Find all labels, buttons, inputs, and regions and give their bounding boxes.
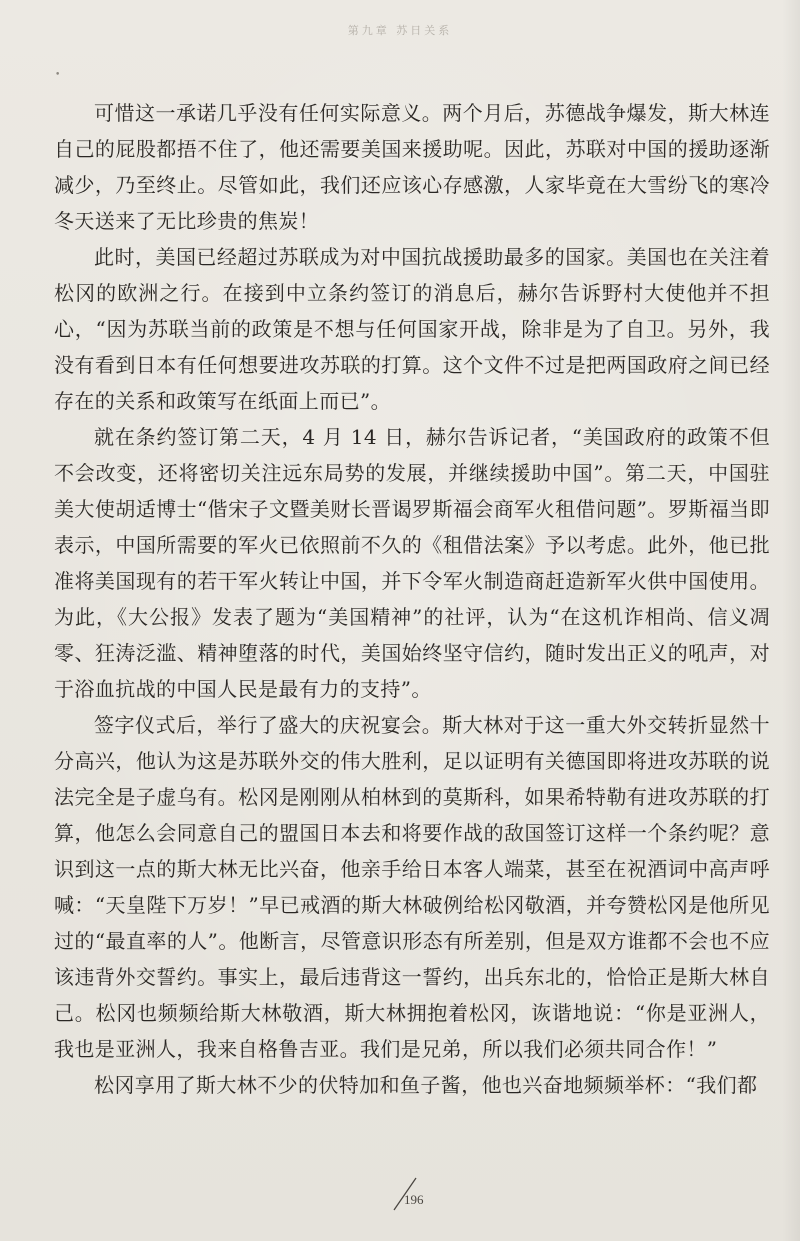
page-number: 196 <box>404 1192 424 1207</box>
page-edge-shadow <box>782 0 800 1241</box>
paragraph-4: 签字仪式后，举行了盛大的庆祝宴会。斯大林对于这一重大外交转折显然十分高兴，他认为这是苏联外交的伟大胜利，足以证明有关德国即将进攻苏联的说法完全是子虚乌有。松冈是刚刚从柏林到的莫斯科，如果希特勒有进攻苏联的打算，他怎么会同意自己的盟国日本去和将要作战的敌国签订这样一个条约呢？意识到这一点的斯大林无比兴奋，他亲手给日本客人端菜，甚至在祝酒词中高声呼喊：“天皇陛下万岁！”早已戒酒的斯大林破例给松冈敬酒，并夸赞松冈是他所见过的“最直率的人”。他断言，尽管意识形态有所差别，但是双方谁都不会也不应该违背外交誓约。事实上，最后违背这一誓约，出兵东北的，恰恰正是斯大林自己。松冈也频频给斯大林敬酒，斯大林拥抱着松冈，诙谐地说：“你是亚洲人，我也是亚洲人，我来自格鲁吉亚。我们是兄弟，所以我们必须共同合作！” <box>54 713 770 1061</box>
running-header: 第九章 苏日关系 <box>347 24 453 37</box>
paragraph-3: 就在条约签订第二天，4 月 14 日，赫尔告诉记者，“美国政府的政策不但不会改变，还将密切关注远东局势的发展，并继续援助中国”。第二天，中国驻美大使胡适博士“偕宋子文暨美财长晋谒罗斯福会商军火租借问题”。罗斯福当即表示，中国所需要的军火已依照前不久的《租借法案》予以考虑。此外，他已批准将美国现有的若干军火转让中国，并下令军火制造商赶造新军火供中国使用。为此，《大公报》发表了题为“美国精神”的社评，认为“在这机诈相尚、信义凋零、狂涛泛滥、精神堕落的时代，美国始终坚守信约，随时发出正义的吼声，对于浴血抗战的中国人民是最有力的支持”。 <box>54 425 770 701</box>
paragraph-2: 此时，美国已经超过苏联成为对中国抗战援助最多的国家。美国也在关注着松冈的欧洲之行。在接到中立条约签订的消息后，赫尔告诉野村大使他并不担心，“因为苏联当前的政策是不想与任何国家开战，除非是为了自卫。另外，我没有看到日本有任何想要进攻苏联的打算。这个文件不过是把两国政府之间已经存在的关系和政策写在纸面上而已”。 <box>54 245 770 413</box>
scan-speck: • <box>55 70 61 80</box>
body-text <box>54 95 770 1103</box>
page-footer <box>0 1160 800 1220</box>
paragraph-5: 松冈享用了斯大林不少的伏特加和鱼子酱，他也兴奋地频频举杯：“我们都 <box>94 1073 758 1097</box>
paragraph-1: 可惜这一承诺几乎没有任何实际意义。两个月后，苏德战争爆发，斯大林连自己的屁股都捂不住了，他还需要美国来援助呢。因此，苏联对中国的援助逐渐减少，乃至终止。尽管如此，我们还应该心存感激，人家毕竟在大雪纷飞的寒冷冬天送来了无比珍贵的焦炭！ <box>54 101 770 233</box>
